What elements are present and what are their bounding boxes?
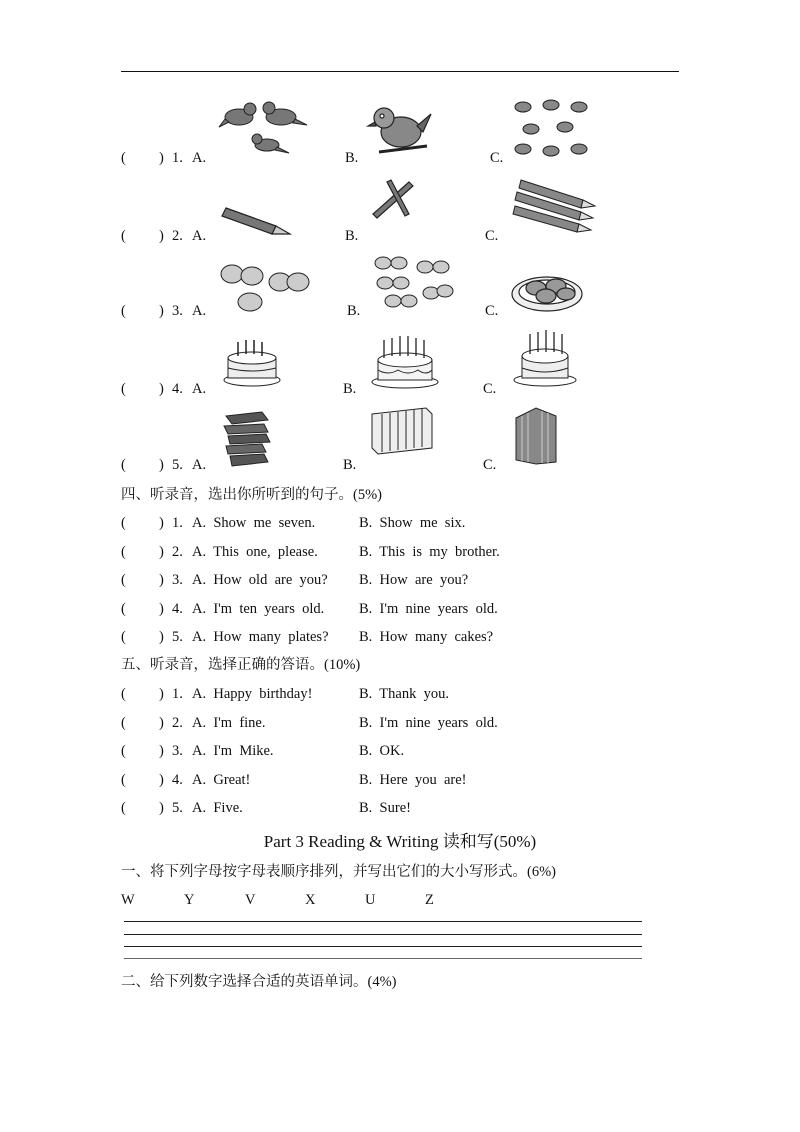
birthday-cake-candles-icon [370,334,440,390]
option-a: A. I'm ten years old. [192,601,325,617]
answer-paren-open: ( [121,715,126,731]
option-a-label: A. [192,228,207,244]
answer-paren-close: ) [159,572,164,588]
answer-paren-open: ( [121,150,126,166]
option-a: A. Five. [192,800,243,816]
writing-line[interactable] [124,934,642,935]
pencils-many-icon [511,178,597,238]
answer-paren-open: ( [121,686,126,702]
top-rule [121,71,679,72]
part-3-title: Part 3 Reading & Writing 读和写(50%) [263,832,537,851]
option-b-label: B. [343,457,357,473]
birthday-cake-tall-icon [512,330,578,388]
writing-line[interactable] [124,921,642,922]
option-a: A. Show me seven. [192,515,316,531]
answer-paren-close: ) [159,228,164,244]
answer-paren-close: ) [159,629,164,645]
question-number: 1. [172,515,183,531]
answer-paren-close: ) [159,457,164,473]
letter: Y [184,892,195,908]
answer-paren-open: ( [121,629,126,645]
reading-2-title: 二、给下列数字选择合适的英语单词。(4%) [121,974,397,990]
reading-1-title: 一、将下列字母按字母表顺序排列，并写出它们的大小写形式。(6%) [121,864,556,880]
answer-paren-close: ) [159,772,164,788]
question-number: 5. [172,457,183,473]
option-c-label: C. [483,457,497,473]
birthday-cake-icon [222,334,282,388]
plate-of-eggs-icon [510,266,584,314]
option-a-label: A. [192,457,207,473]
option-b: B. This is my brother. [359,544,500,560]
question-number: 1. [172,686,183,702]
answer-paren-close: ) [159,381,164,397]
answer-paren-open: ( [121,800,126,816]
option-a: A. I'm Mike. [192,743,274,759]
answer-paren-open: ( [121,515,126,531]
option-a: A. I'm fine. [192,715,266,731]
option-a: A. How many plates? [192,629,329,645]
option-b-label: B. [345,228,359,244]
birds-group-icon [219,97,311,159]
answer-paren-close: ) [159,686,164,702]
answer-paren-open: ( [121,601,126,617]
writing-line[interactable] [124,946,642,947]
option-b: B. Here you are! [359,772,467,788]
answer-paren-close: ) [159,150,164,166]
option-a: A. How old are you? [192,572,328,588]
pencil-icon [222,200,292,236]
option-c-label: C. [490,150,504,166]
birds-many-icon [511,97,593,161]
answer-paren-close: ) [159,800,164,816]
answer-paren-open: ( [121,544,126,560]
option-c-label: C. [483,381,497,397]
answer-paren-open: ( [121,228,126,244]
section-4-title: 四、听录音，选出你所听到的句子。(5%) [121,487,382,503]
answer-paren-open: ( [121,772,126,788]
option-b-label: B. [345,150,359,166]
letter: Z [425,892,434,908]
question-number: 2. [172,715,183,731]
books-row-icon [370,408,434,456]
question-number: 3. [172,572,183,588]
answer-paren-close: ) [159,743,164,759]
option-a: A. Great! [192,772,251,788]
question-number: 5. [172,629,183,645]
question-number: 2. [172,228,183,244]
two-pencils-icon [369,180,415,222]
option-c-label: C. [485,228,499,244]
answer-paren-open: ( [121,303,126,319]
books-upright-icon [514,406,558,466]
option-a-label: A. [192,150,207,166]
question-number: 4. [172,772,183,788]
answer-paren-open: ( [121,381,126,397]
option-a-label: A. [192,303,207,319]
question-number: 1. [172,150,183,166]
option-b: B. I'm nine years old. [359,715,498,731]
option-c-label: C. [485,303,499,319]
option-a-label: A. [192,381,207,397]
question-number: 4. [172,381,183,397]
answer-paren-close: ) [159,303,164,319]
answer-paren-close: ) [159,715,164,731]
question-number: 2. [172,544,183,560]
option-b-label: B. [343,381,357,397]
letter: X [305,892,316,908]
option-b: B. How are you? [359,572,469,588]
answer-paren-open: ( [121,457,126,473]
option-b: B. Show me six. [359,515,466,531]
question-number: 3. [172,743,183,759]
option-b-label: B. [347,303,361,319]
option-b: B. How many cakes? [359,629,494,645]
bird-single-icon [367,100,433,160]
books-stack-icon [222,410,272,470]
answer-paren-close: ) [159,515,164,531]
answer-paren-open: ( [121,572,126,588]
option-a: A. Happy birthday! [192,686,313,702]
eggs-five-icon [220,262,312,314]
option-a: A. This one, please. [192,544,318,560]
option-b: B. Thank you. [359,686,449,702]
answer-paren-open: ( [121,743,126,759]
option-b: B. Sure! [359,800,411,816]
letter: V [245,892,256,908]
letter: U [365,892,376,908]
question-number: 4. [172,601,183,617]
question-number: 5. [172,800,183,816]
answer-paren-close: ) [159,544,164,560]
eggs-many-icon [373,255,453,313]
writing-line[interactable] [124,958,642,959]
option-b: B. OK. [359,743,405,759]
section-5-title: 五、听录音，选择正确的答语。(10%) [121,657,361,673]
letter: W [121,892,135,908]
answer-paren-close: ) [159,601,164,617]
option-b: B. I'm nine years old. [359,601,498,617]
question-number: 3. [172,303,183,319]
